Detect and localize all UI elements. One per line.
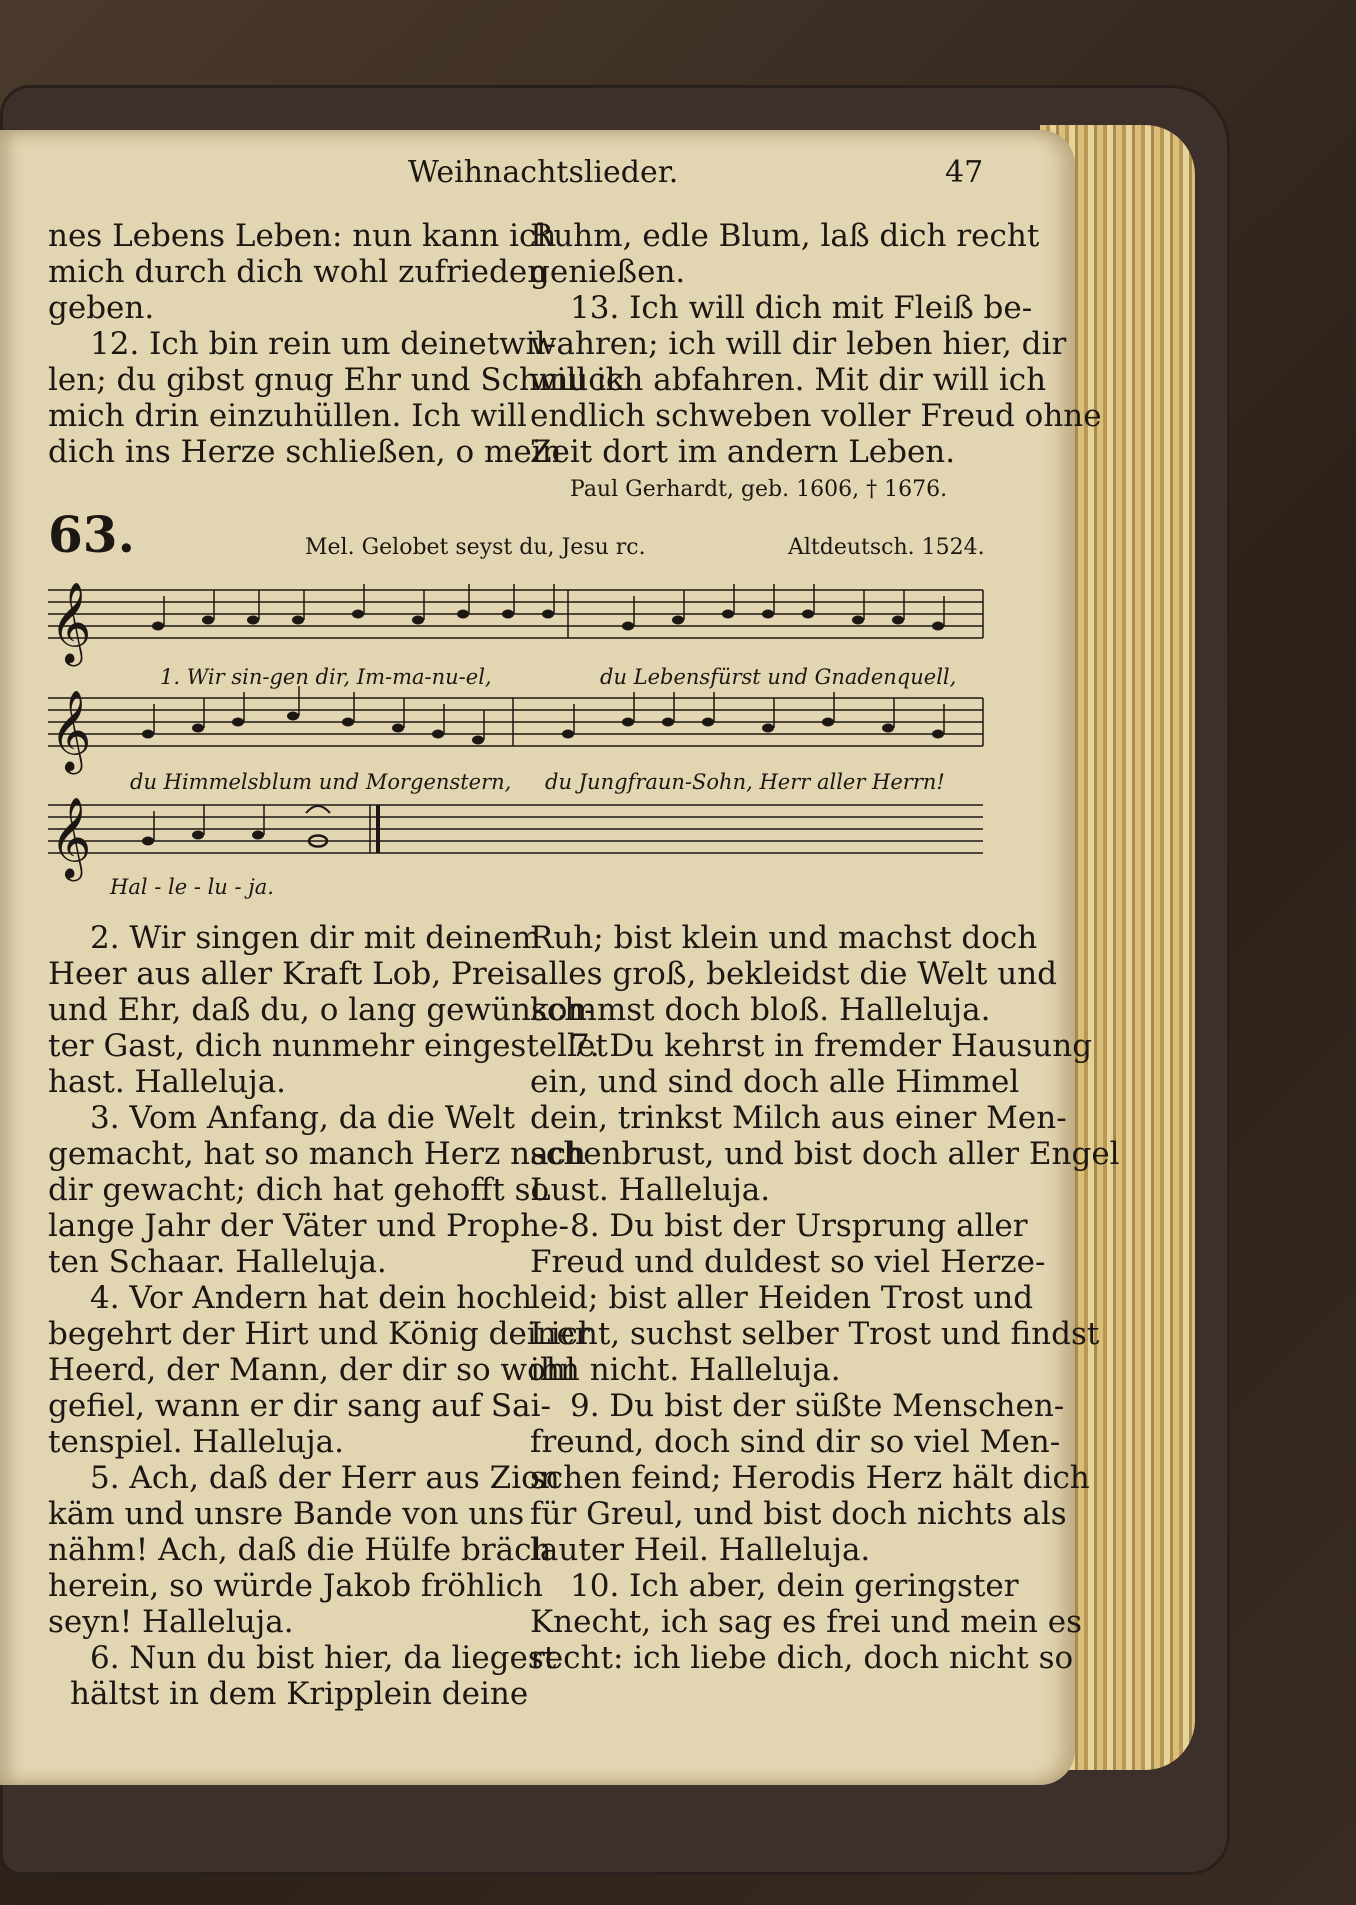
text-line: Licht, suchst selber Trost und findst — [530, 1316, 1100, 1352]
text-line: 8. Du bist der Ursprung aller — [570, 1208, 1028, 1244]
text-line: nähm! Ach, daß die Hülfe bräch — [48, 1532, 552, 1568]
text-line: genießen. — [530, 254, 686, 290]
text-line: schenbrust, und bist doch aller Engel — [530, 1136, 1120, 1172]
hymn-number: 63. — [48, 505, 135, 564]
text-line: ihn nicht. Halleluja. — [530, 1352, 841, 1388]
text-line: will ich abfahren. Mit dir will ich — [530, 362, 1047, 398]
melody-origin: Altdeutsch. 1524. — [788, 535, 985, 560]
text-line: hältst in dem Kripplein deine — [70, 1676, 529, 1712]
text-line: freund, doch sind dir so viel Men- — [530, 1424, 1061, 1460]
music-staff-1 — [48, 570, 983, 665]
text-line: begehrt der Hirt und König deiner — [48, 1316, 590, 1352]
text-line: nes Lebens Leben: nun kann ich — [48, 218, 557, 254]
text-line: schen feind; Herodis Herz hält dich — [530, 1460, 1090, 1496]
text-line: 7. Du kehrst in fremder Hausung — [570, 1028, 1093, 1064]
text-line: käm und unsre Bande von uns — [48, 1496, 525, 1532]
text-line: 6. Nun du bist hier, da liegest — [90, 1640, 557, 1676]
attribution: Paul Gerhardt, geb. 1606, † 1676. — [570, 477, 948, 502]
text-line: geben. — [48, 290, 155, 326]
text-line: ten Schaar. Halleluja. — [48, 1244, 387, 1280]
text-line: endlich schweben voller Freud ohne — [530, 398, 1102, 434]
text-line: Heerd, der Mann, der dir so wohl — [48, 1352, 576, 1388]
text-line: gefiel, wann er dir sang auf Sai- — [48, 1388, 552, 1424]
text-line: 12. Ich bin rein um deinetwil- — [90, 326, 556, 362]
svg-text:𝄞: 𝄞 — [50, 689, 92, 771]
text-line: hast. Halleluja. — [48, 1064, 287, 1100]
text-line: lauter Heil. Halleluja. — [530, 1532, 871, 1568]
text-line: und Ehr, daß du, o lang gewünsch- — [48, 992, 595, 1028]
svg-text:𝄞: 𝄞 — [50, 796, 92, 878]
running-title: Weihnachtslieder. — [408, 155, 679, 190]
text-line: Heer aus aller Kraft Lob, Preis — [48, 956, 531, 992]
text-line: 3. Vom Anfang, da die Welt — [90, 1100, 515, 1136]
music-staff-2 — [48, 678, 983, 773]
music-staff-3 — [48, 785, 983, 880]
text-line: Zeit dort im andern Leben. — [530, 434, 956, 470]
text-line: wahren; ich will dir leben hier, dir — [530, 326, 1067, 362]
text-line: dir gewacht; dich hat gehofft so — [48, 1172, 550, 1208]
text-line: dich ins Herze schließen, o mein — [48, 434, 562, 470]
text-line: 10. Ich aber, dein geringster — [570, 1568, 1019, 1604]
text-line: 2. Wir singen dir mit deinem — [90, 920, 541, 956]
text-line: len; du gibst gnug Ehr und Schmuck — [48, 362, 625, 398]
text-line: Lust. Halleluja. — [530, 1172, 771, 1208]
text-line: recht: ich liebe dich, doch nicht so — [530, 1640, 1074, 1676]
svg-text:𝄞: 𝄞 — [50, 581, 92, 663]
lyric-line: du Lebensfürst und Gnadenquell, — [600, 665, 957, 689]
text-line: Ruh; bist klein und machst doch — [530, 920, 1038, 956]
lyric-line: 1. Wir sin-gen dir, Im-ma-nu-el, — [160, 665, 492, 689]
text-line: ein, und sind doch alle Himmel — [530, 1064, 1020, 1100]
text-line: Knecht, ich sag es frei und mein es — [530, 1604, 1083, 1640]
lyric-line: du Jungfraun-Sohn, Herr aller Herrn! — [545, 770, 945, 794]
text-line: 9. Du bist der süßte Menschen- — [570, 1388, 1065, 1424]
lyric-line: Hal - le - lu - ja. — [110, 875, 274, 899]
text-line: leid; bist aller Heiden Trost und — [530, 1280, 1034, 1316]
text-line: tenspiel. Halleluja. — [48, 1424, 344, 1460]
book-page — [0, 130, 1120, 1785]
text-line: alles groß, bekleidst die Welt und — [530, 956, 1058, 992]
text-line: seyn! Halleluja. — [48, 1604, 294, 1640]
text-line: Ruhm, edle Blum, laß dich recht — [530, 218, 1040, 254]
text-line: 13. Ich will dich mit Fleiß be- — [570, 290, 1033, 326]
text-line: Freud und duldest so viel Herze- — [530, 1244, 1046, 1280]
lyric-line: du Himmelsblum und Morgenstern, — [130, 770, 512, 794]
melody-line: Mel. Gelobet seyst du, Jesu rc. — [305, 535, 646, 560]
text-line: für Greul, und bist doch nichts als — [530, 1496, 1067, 1532]
text-line: lange Jahr der Väter und Prophe- — [48, 1208, 569, 1244]
page-number: 47 — [945, 155, 984, 190]
text-line: mich drin einzuhüllen. Ich will — [48, 398, 527, 434]
text-line: gemacht, hat so manch Herz nach — [48, 1136, 586, 1172]
text-line: kommst doch bloß. Halleluja. — [530, 992, 991, 1028]
text-line: 5. Ach, daß der Herr aus Zion — [90, 1460, 560, 1496]
text-line: herein, so würde Jakob fröhlich — [48, 1568, 543, 1604]
text-line: dein, trinkst Milch aus einer Men- — [530, 1100, 1067, 1136]
text-line: mich durch dich wohl zufrieden — [48, 254, 548, 290]
text-line: ter Gast, dich nunmehr eingestellet — [48, 1028, 608, 1064]
text-line: 4. Vor Andern hat dein hoch — [90, 1280, 533, 1316]
